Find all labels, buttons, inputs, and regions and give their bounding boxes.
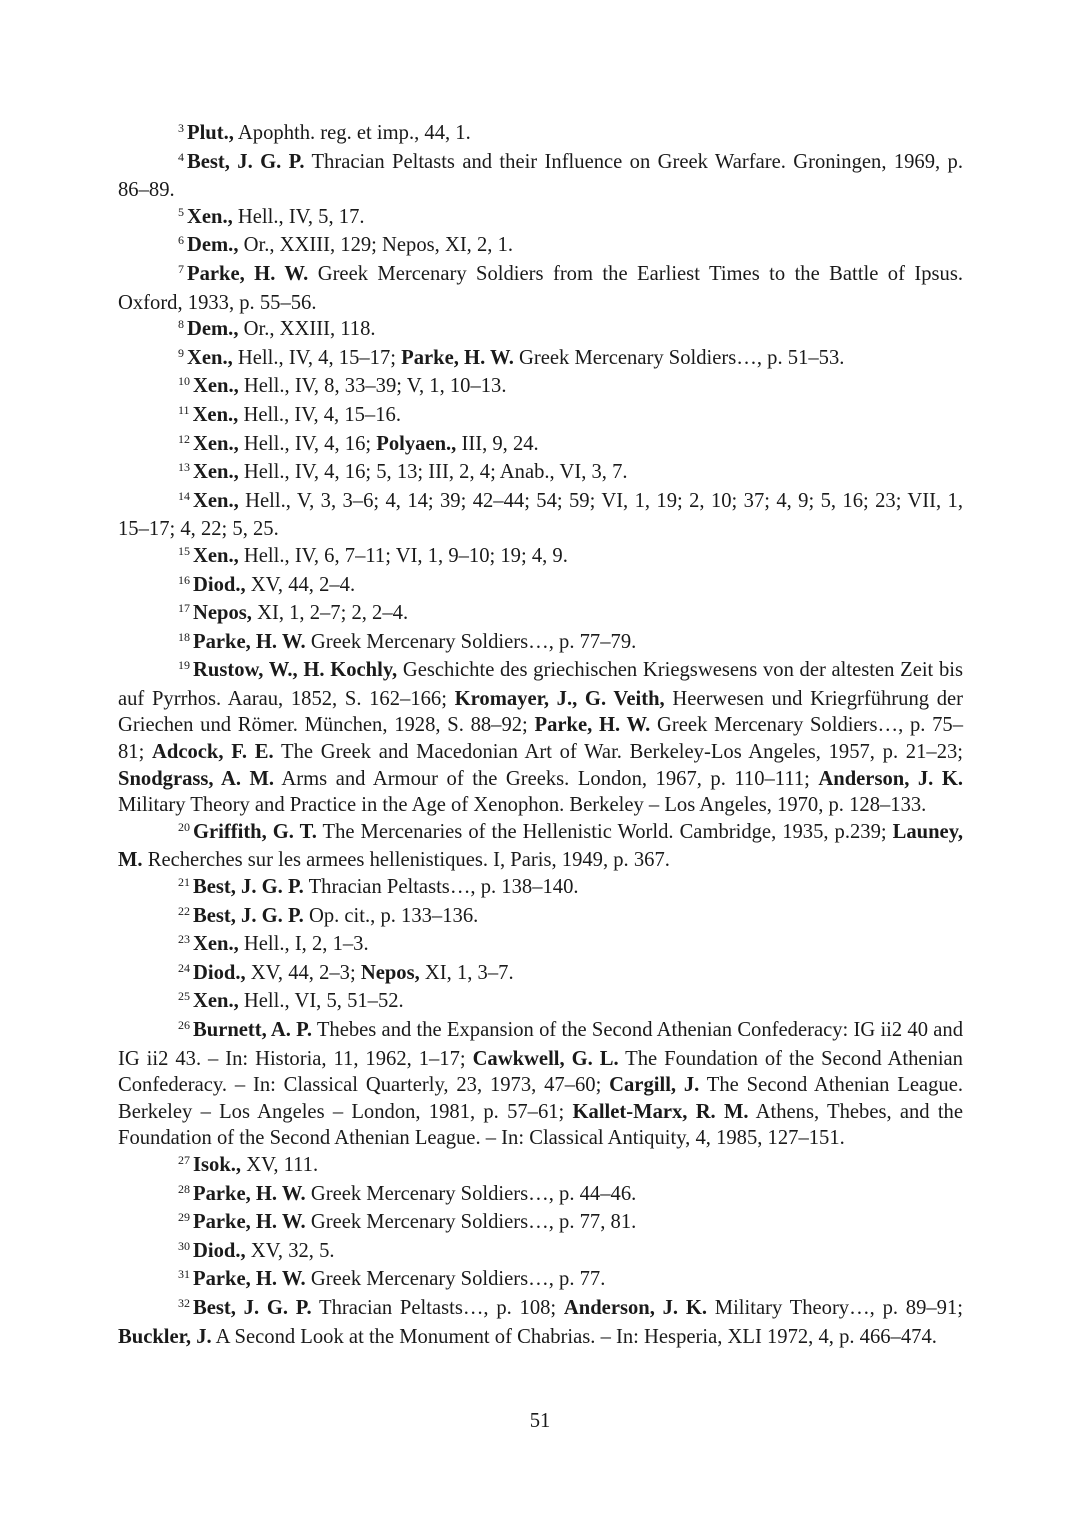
citation-text: The Mercenaries of the Hellenistic World. Cambridge, 1935, p.239;	[316, 820, 893, 843]
citation-text: The Greek and Macedonian Art of War. Berkeley-Los Angeles, 1957, p. 21–23;	[273, 741, 964, 764]
footnote	[118, 345, 963, 374]
citation-text: Thracian Peltasts…, p. 108;	[311, 1296, 564, 1319]
citation-text: Op. cit., p. 133–136.	[303, 904, 479, 927]
citation-author: Snodgrass, A. M.	[118, 767, 275, 790]
citation-author: Dem.,	[187, 234, 239, 257]
citation-author: Best, J. G. P.	[193, 1296, 312, 1319]
footnote	[118, 373, 963, 402]
citation-text: Greek Mercenary Soldiers…, p. 77, 81.	[305, 1211, 637, 1234]
citation-text: Hell., VI, 5, 51–52.	[238, 990, 404, 1013]
footnote-number: 5	[178, 204, 184, 219]
footnote-number: 32	[178, 1295, 190, 1310]
citation-text: The Second Athenian League. Berkeley – Los Angeles – London, 1981, p. 57–61;	[118, 1074, 964, 1123]
footnote-number: 26	[178, 1018, 190, 1032]
footnote	[118, 1152, 963, 1181]
footnote	[118, 543, 963, 572]
footnote-number: 31	[178, 1267, 190, 1282]
footnote-number: 6	[178, 233, 184, 248]
citation-author: Xen.,	[193, 432, 239, 455]
citation-author: Xen.,	[193, 933, 239, 956]
footnote	[118, 232, 963, 261]
citation-author: Rustow, W., H. Kochly,	[193, 659, 398, 682]
citation-author: Launey, M.	[118, 820, 963, 872]
citation-author: Xen.,	[187, 205, 233, 228]
footnote	[118, 261, 963, 316]
footnote-number: 28	[178, 1181, 190, 1196]
footnote	[118, 488, 963, 543]
citation-text: XV, 32, 5.	[245, 1239, 335, 1262]
citation-author: Adcock, F. E.	[152, 741, 274, 764]
footnote-number: 23	[178, 932, 190, 947]
citation-author: Nepos,	[360, 961, 420, 984]
citation-author: Burnett, A. P.	[193, 1019, 312, 1041]
footnote	[118, 600, 963, 629]
footnote	[118, 204, 963, 233]
citation-text: Military Theory…, p. 89–91;	[707, 1296, 963, 1319]
footnote	[118, 819, 963, 874]
citation-text: Or., XXIII, 118.	[238, 318, 376, 341]
footnote	[118, 1209, 963, 1238]
citation-author: Parke, H. W.	[193, 1182, 306, 1205]
footnote-number: 15	[178, 543, 190, 558]
citation-text: Arms and Armour of the Greeks. London, 1967, p. 110–111;	[274, 767, 819, 790]
citation-text: Greek Mercenary Soldiers…, p. 77.	[305, 1268, 606, 1291]
citation-author: Xen.,	[193, 375, 239, 398]
citation-author: Xen.,	[192, 403, 239, 426]
citation-text: XI, 1, 2–7; 2, 2–4.	[251, 602, 409, 625]
citation-text: A Second Look at the Monument of Chabrias. – In: Hesperia, XLI 1972, 4, p. 466–474.	[211, 1325, 937, 1348]
footnote	[118, 459, 963, 488]
citation-author: Diod.,	[193, 573, 246, 596]
citation-text: Geschichte des griechischen Kriegswesens von der altesten Zeit bis auf Pyrrhos. Aarau, 1852, S. 162–166;	[118, 659, 963, 710]
citation-text: Hell., IV, 4, 16;	[238, 432, 377, 455]
citation-author: Xen.,	[193, 489, 239, 512]
citation-text: Greek Mercenary Soldiers…, p. 51–53.	[513, 346, 845, 369]
footnote	[118, 629, 963, 658]
footnote	[118, 988, 963, 1017]
citation-text: Thracian Peltasts and their Influence on Greek Warfare. Groningen, 1969, p. 86–89.	[118, 150, 963, 202]
footnote-number: 14	[178, 488, 190, 503]
footnote	[118, 931, 963, 960]
footnote-number: 21	[178, 875, 190, 890]
footnote	[118, 960, 963, 989]
citation-text: Greek Mercenary Soldiers…, p. 77–79.	[305, 630, 637, 653]
footnote-number: 7	[178, 261, 184, 276]
footnote-number: 24	[178, 960, 190, 975]
citation-author: Best, J. G. P.	[193, 904, 304, 927]
citation-text: Apophth. reg. et imp., 44, 1.	[233, 122, 471, 144]
citation-author: Parke, H. W.	[401, 346, 514, 369]
citation-author: Diod.,	[193, 961, 246, 984]
citation-author: Anderson, J. K.	[563, 1296, 707, 1319]
citation-text: Military Theory and Practice in the Age of Xenophon. Berkeley – Los Angeles, 1970, p. 128–133.	[118, 794, 927, 817]
citation-author: Anderson, J. K.	[818, 767, 963, 790]
footnote-number: 16	[178, 572, 190, 587]
footnote-number: 29	[178, 1210, 190, 1225]
footnote	[118, 657, 963, 819]
citation-text: Thebes and the Expansion of the Second Athenian Confederacy: IG ii2 40 and IG ii2 43. – In: Historia, 11, 1962, 1–17;	[118, 1019, 963, 1070]
footnote-number: 8	[178, 317, 184, 332]
footnote	[118, 120, 963, 149]
footnote	[118, 1238, 963, 1267]
citation-text: Recherches sur les armees hellenistiques. I, Paris, 1949, p. 367.	[142, 849, 670, 872]
citation-text: Hell., IV, 4, 15–17;	[232, 346, 402, 369]
citation-author: Parke, H. W.	[193, 1211, 306, 1234]
citation-text: XV, 111.	[241, 1153, 319, 1176]
footnote-number: 12	[178, 431, 190, 446]
citation-author: Dem.,	[187, 318, 239, 341]
footnote-number: 17	[178, 601, 190, 616]
citation-author: Griffith, G. T.	[193, 820, 317, 843]
citation-author: Kromayer, J., G. Veith,	[454, 687, 665, 710]
citation-author: Parke, H. W.	[187, 262, 309, 285]
citation-text: Or., XXIII, 129; Nepos, XI, 2, 1.	[238, 234, 514, 257]
footnote-number: 9	[178, 345, 184, 360]
citation-author: Diod.,	[193, 1239, 246, 1262]
footnote	[118, 903, 963, 932]
citation-author: Parke, H. W.	[534, 714, 651, 737]
footnote-number: 10	[178, 374, 190, 389]
citation-author: Parke, H. W.	[193, 1268, 306, 1291]
citation-author: Nepos,	[193, 602, 252, 625]
footnote	[118, 402, 963, 431]
page-number: 51	[529, 1410, 551, 1432]
citation-text: Hell., IV, 8, 33–39; V, 1, 10–13.	[238, 375, 507, 398]
footnote	[118, 431, 963, 460]
citation-text: Hell., I, 2, 1–3.	[238, 933, 369, 956]
citation-text: Greek Mercenary Soldiers…, p. 75–81;	[118, 714, 963, 764]
citation-text: Greek Mercenary Soldiers from the Earliest Times to the Battle of Ipsus. Oxford, 1933, p. 55–56.	[118, 262, 963, 314]
footnote-number: 18	[178, 629, 190, 644]
footnote	[118, 572, 963, 601]
citation-author: Cawkwell, G. L.	[472, 1047, 619, 1070]
citation-author: Parke, H. W.	[193, 630, 306, 653]
citation-text: Heerwesen und Kriegrführung der Griechen und Römer. München, 1928, S. 88–92;	[118, 687, 964, 737]
footnote	[118, 1181, 963, 1210]
footnote-number: 3	[178, 121, 184, 135]
footnote-number: 25	[178, 989, 190, 1004]
citation-author: Xen.,	[187, 346, 233, 369]
citation-author: Best, J. G. P.	[187, 150, 305, 173]
citation-text: Hell., IV, 5, 17.	[232, 205, 365, 228]
footnote	[118, 1295, 963, 1350]
citation-author: Best, J. G. P.	[193, 876, 304, 899]
citation-text: XI, 1, 3–7.	[419, 961, 514, 984]
footnote-number: 4	[178, 149, 184, 164]
citation-author: Isok.,	[193, 1153, 242, 1176]
citation-text: Hell., V, 3, 3–6; 4, 14; 39; 42–44; 54; 59; VI, 1, 19; 2, 10; 37; 4, 9; 5, 16; 23; VII, 1, 15–17; 4, 22; 5, 25.	[118, 489, 963, 541]
citation-author: Kallet-Marx, R. M.	[572, 1100, 749, 1123]
footnote	[118, 149, 963, 204]
footnote	[118, 316, 963, 345]
citation-author: Xen.,	[193, 461, 239, 484]
footnote-number: 19	[178, 658, 190, 673]
citation-text: XV, 44, 2–4.	[245, 573, 356, 596]
footnote-number: 13	[178, 460, 190, 475]
citation-author: Xen.,	[193, 544, 239, 567]
citation-text: The Foundation of the Second Athenian Confederacy. – In: Classical Quarterly, 23, 1973, 47–60;	[118, 1047, 963, 1097]
citation-text: Hell., IV, 4, 16; 5, 13; III, 2, 4; Anab., VI, 3, 7.	[238, 461, 628, 484]
citation-author: Cargill, J.	[609, 1074, 700, 1097]
citation-author: Xen.,	[193, 990, 239, 1013]
citation-author: Plut.,	[187, 122, 234, 144]
citation-text: Hell., IV, 6, 7–11; VI, 1, 9–10; 19; 4, 9.	[238, 544, 568, 567]
citation-text: Athens, Thebes, and the Foundation of the Second Athenian League. – In: Classical Antiquity, 4, 1985, 127–151.	[118, 1100, 963, 1150]
citation-text: Thracian Peltasts…, p. 138–140.	[303, 876, 579, 899]
citation-text: Greek Mercenary Soldiers…, p. 44–46.	[305, 1182, 637, 1205]
footnote-number: 11	[178, 402, 190, 417]
footnote	[118, 1017, 963, 1152]
citation-text: III, 9, 24.	[456, 432, 539, 455]
footnote-number: 30	[178, 1238, 190, 1253]
footnote	[118, 874, 963, 903]
footnote	[118, 1266, 963, 1295]
citation-author: Buckler, J.	[118, 1325, 212, 1348]
citation-text: XV, 44, 2–3;	[245, 961, 361, 984]
footnote-number: 22	[178, 903, 190, 918]
citation-author: Polyaen.,	[376, 432, 457, 455]
footnote-number: 27	[178, 1152, 190, 1167]
footnote-number: 20	[178, 819, 190, 834]
citation-text: Hell., IV, 4, 15–16.	[238, 403, 401, 426]
footnotes-list	[118, 120, 963, 1350]
